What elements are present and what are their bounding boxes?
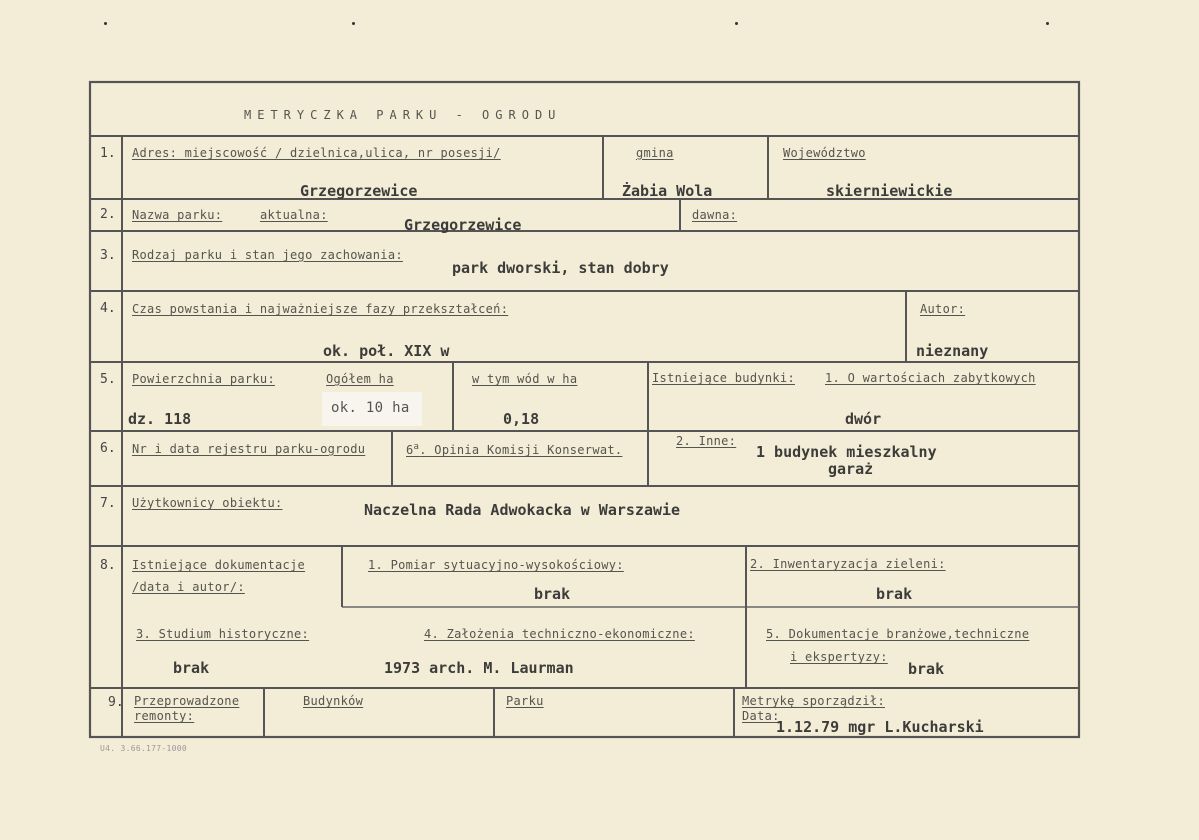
- total-area-value: ok. 10 ha: [331, 400, 410, 416]
- prepared-by-value: 1.12.79 mgr L.Kucharski: [776, 718, 984, 736]
- historic-buildings-value: dwór: [845, 410, 882, 428]
- park-name-label: Nazwa parku:: [132, 208, 223, 222]
- tech-assumptions-label: 4. Założenia techniczno-ekonomiczne:: [424, 627, 695, 641]
- creation-time-label: Czas powstania i najważniejsze fazy przekształceń:: [132, 302, 509, 316]
- users-label: Użytkownicy obiektu:: [132, 496, 283, 510]
- print-code: U4. 3.66.177-1000: [100, 744, 187, 753]
- author-label: Autor:: [920, 302, 966, 316]
- greenery-value: brak: [876, 585, 913, 603]
- row-number: 1.: [100, 146, 116, 161]
- repairs-park-label: Parku: [506, 694, 544, 708]
- gmina-label: gmina: [636, 146, 674, 160]
- branch-docs-label-1: 5. Dokumentacje branżowe,techniczne: [766, 627, 1030, 641]
- greenery-label: 2. Inwentaryzacja zieleni:: [750, 557, 946, 571]
- other-buildings-value-1: 1 budynek mieszkalny: [756, 443, 937, 461]
- row-number: 8.: [100, 558, 116, 573]
- row-number: 3.: [100, 248, 116, 263]
- plot-number-value: dz. 118: [128, 410, 192, 428]
- row-number: 5.: [100, 372, 116, 387]
- repairs-label-1: Przeprowadzone: [134, 694, 240, 708]
- survey-value: brak: [534, 585, 571, 603]
- punch-mark: [1046, 22, 1049, 25]
- row-number: 4.: [100, 301, 116, 316]
- address-value: Grzegorzewice: [300, 182, 418, 200]
- users-value: Naczelna Rada Adwokacka w Warszawie: [364, 501, 681, 519]
- park-type-label: Rodzaj parku i stan jego zachowania:: [132, 248, 403, 262]
- history-study-value: brak: [173, 659, 210, 677]
- branch-docs-value: brak: [908, 660, 945, 678]
- voivodeship-label: Województwo: [783, 146, 866, 160]
- park-type-value: park dworski, stan dobry: [452, 259, 669, 277]
- gmina-value: Żabia Wola: [622, 182, 713, 200]
- survey-label: 1. Pomiar sytuacyjno-wysokościowy:: [368, 558, 624, 572]
- punch-mark: [735, 22, 738, 25]
- other-buildings-value-2: garaż: [828, 460, 874, 478]
- tech-assumptions-value: 1973 arch. M. Laurman: [384, 659, 574, 677]
- opinion-label: 6$^a$. Opinia Komisji Konserwat.: [406, 442, 623, 457]
- address-label: Adres: miejscowość / dzielnica,ulica, nr posesji/: [132, 146, 501, 160]
- row-number: 6.: [100, 441, 116, 456]
- date-label: Data:: [742, 709, 780, 723]
- water-area-value: 0,18: [503, 410, 540, 428]
- row-number: 7.: [100, 496, 116, 511]
- area-label: Powierzchnia parku:: [132, 372, 275, 386]
- water-area-label: w tym wód w ha: [472, 372, 578, 386]
- former-name-label: dawna:: [692, 208, 738, 222]
- author-value: nieznany: [916, 342, 989, 360]
- form-title: METRYCZKA PARKU - OGRODU: [244, 108, 562, 122]
- other-buildings-label: 2. Inne:: [676, 434, 737, 448]
- history-study-label: 3. Studium historyczne:: [136, 627, 310, 641]
- branch-docs-label-2: i ekspertyzy:: [790, 650, 888, 664]
- current-name-value: Grzegorzewice: [404, 216, 522, 234]
- repairs-label-2: remonty:: [134, 709, 195, 723]
- existing-buildings-label: Istniejące budynki:: [652, 371, 795, 385]
- row-number: 2.: [100, 207, 116, 222]
- row-number: 9.: [108, 695, 124, 710]
- registry-label: Nr i data rejestru parku-ogrodu: [132, 442, 366, 456]
- total-area-label: Ogółem ha: [326, 372, 394, 386]
- voivodeship-value: skierniewickie: [826, 182, 953, 200]
- docs-label-2: /data i autor/:: [132, 580, 245, 594]
- historic-buildings-label: 1. O wartościach zabytkowych: [825, 371, 1036, 385]
- current-name-label: aktualna:: [260, 208, 328, 222]
- punch-mark: [104, 22, 107, 25]
- repairs-buildings-label: Budynków: [303, 694, 364, 708]
- docs-label-1: Istniejące dokumentacje: [132, 558, 306, 572]
- punch-mark: [352, 22, 355, 25]
- prepared-by-label: Metrykę sporządził:: [742, 694, 885, 708]
- creation-time-value: ok. poł. XIX w: [323, 342, 450, 360]
